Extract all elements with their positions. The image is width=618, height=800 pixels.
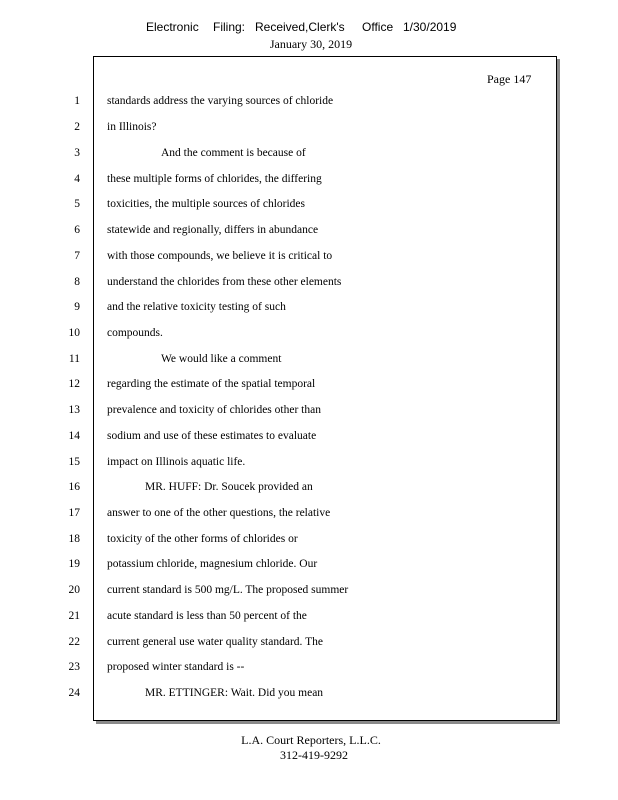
line-number: 19 <box>68 558 80 570</box>
line-number: 8 <box>74 276 80 288</box>
line-number: 24 <box>68 687 80 699</box>
transcript-line: in Illinois? <box>107 121 157 133</box>
transcript-line: MR. HUFF: Dr. Soucek provided an <box>145 481 313 493</box>
transcript-line: impact on Illinois aquatic life. <box>107 456 246 468</box>
transcript-line: MR. ETTINGER: Wait. Did you mean <box>145 687 324 699</box>
filing-stamp-word: Office <box>362 20 394 34</box>
filing-stamp-word: Electronic <box>146 20 199 34</box>
line-number: 3 <box>74 147 80 159</box>
line-number: 1 <box>74 95 80 107</box>
transcript-line: toxicities, the multiple sources of chlorides <box>107 198 306 210</box>
footer-company: L.A. Court Reporters, L.L.C. <box>241 733 381 747</box>
transcript-line: statewide and regionally, differs in abundance <box>107 224 319 236</box>
transcript-line: answer to one of the other questions, the relative <box>107 507 331 519</box>
transcript-line: understand the chlorides from these other elements <box>107 276 342 288</box>
line-number: 6 <box>74 224 80 236</box>
transcript-line: potassium chloride, magnesium chloride. Our <box>107 558 318 570</box>
transcript-line: proposed winter standard is -- <box>107 661 245 673</box>
transcript-line: current standard is 500 mg/L. The proposed summer <box>107 584 349 596</box>
line-number: 11 <box>68 353 80 365</box>
transcript-line: standards address the varying sources of chloride <box>107 95 334 107</box>
transcript-line: these multiple forms of chlorides, the differing <box>107 173 322 185</box>
line-number: 10 <box>68 327 80 339</box>
filing-stamp-word: Filing: <box>213 20 246 34</box>
line-number: 5 <box>74 198 80 210</box>
transcript-line: current general use water quality standard. The <box>107 636 323 648</box>
line-number: 22 <box>68 636 80 648</box>
filing-stamp-date: 1/30/2019 <box>403 20 457 34</box>
transcript-line: acute standard is less than 50 percent of the <box>107 610 307 622</box>
line-number: 21 <box>68 610 80 622</box>
transcript-line: with those compounds, we believe it is critical to <box>107 250 333 262</box>
transcript-line: sodium and use of these estimates to evaluate <box>107 430 317 442</box>
transcript-line: toxicity of the other forms of chlorides or <box>107 533 298 545</box>
footer-phone: 312-419-9292 <box>280 748 348 762</box>
transcript-line: regarding the estimate of the spatial temporal <box>107 378 316 390</box>
transcript-line: prevalence and toxicity of chlorides other than <box>107 404 321 416</box>
transcript-line: and the relative toxicity testing of such <box>107 301 286 313</box>
line-number: 7 <box>74 250 80 262</box>
transcript-line: compounds. <box>107 327 163 339</box>
line-number: 14 <box>68 430 80 442</box>
line-number: 12 <box>68 378 80 390</box>
line-number: 13 <box>68 404 80 416</box>
line-number: 9 <box>74 301 80 313</box>
line-number: 17 <box>68 507 80 519</box>
filing-stamp-word: Received,Clerk's <box>255 20 345 34</box>
line-number: 2 <box>74 121 80 133</box>
line-number: 16 <box>68 481 80 493</box>
transcript-line: And the comment is because of <box>161 147 306 159</box>
line-number: 18 <box>68 533 80 545</box>
line-number: 15 <box>68 456 80 468</box>
transcript-line: We would like a comment <box>161 353 282 365</box>
line-number: 20 <box>68 584 80 596</box>
page-number: Page 147 <box>487 72 532 86</box>
line-number: 23 <box>68 661 80 673</box>
line-number: 4 <box>74 173 80 185</box>
transcript-date: January 30, 2019 <box>269 37 353 51</box>
filing-stamp <box>0 20 618 36</box>
